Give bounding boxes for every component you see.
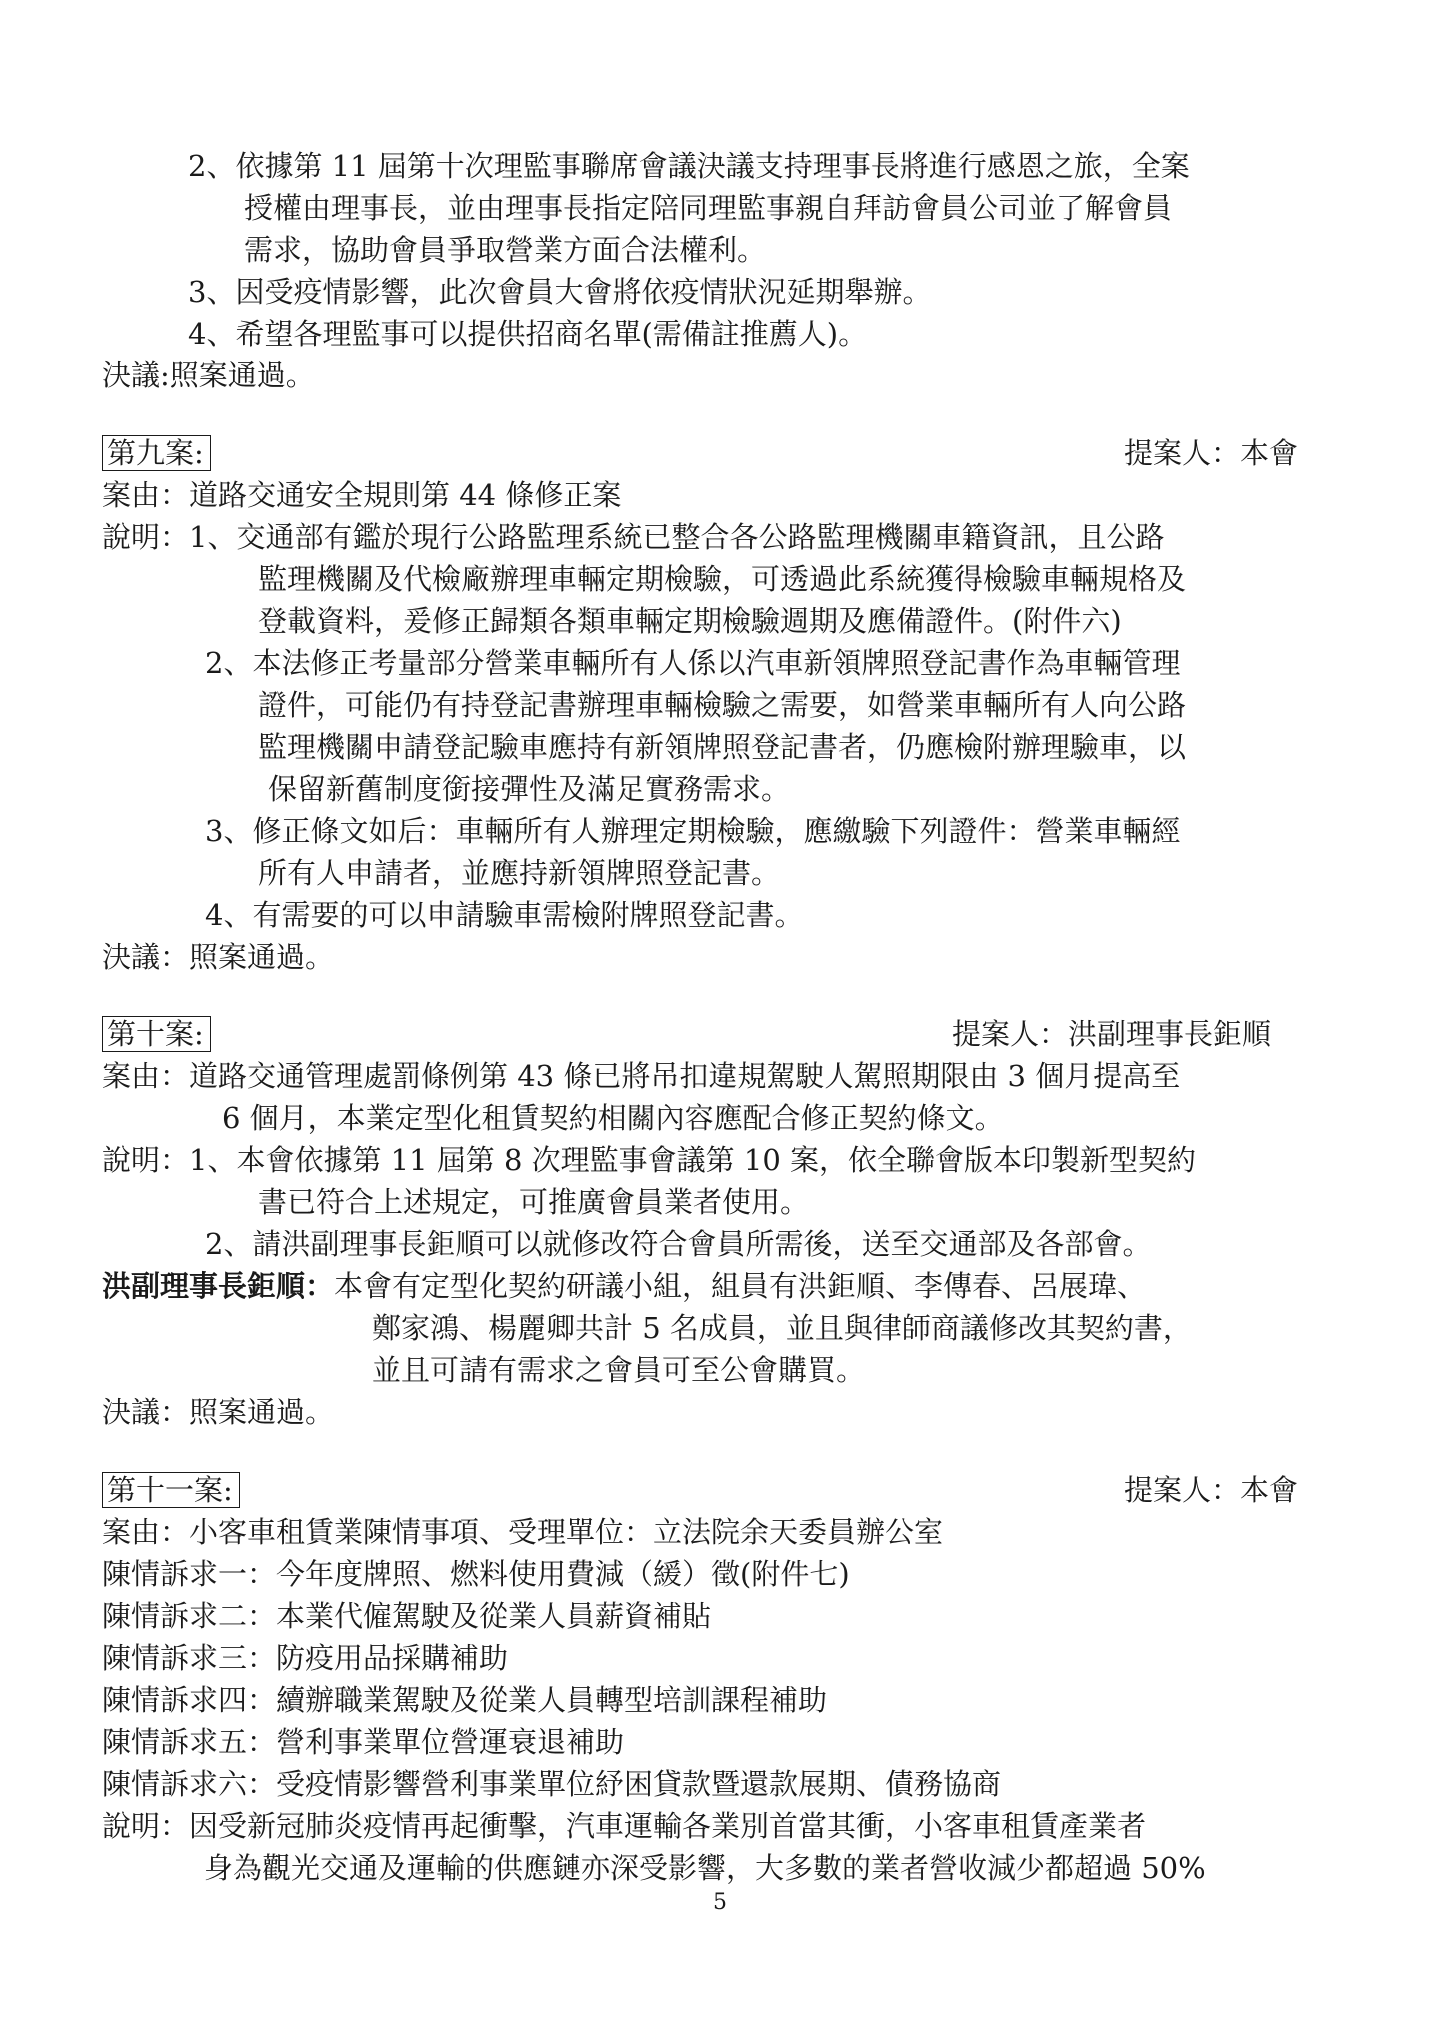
case-11-petition-1: 陳情訴求一：今年度牌照、燃料使用費減（緩）徵(附件七) (102, 1557, 850, 1591)
case-9-desc-2-line-2: 證件，可能仍有持登記書辦理車輛檢驗之需要，如營業車輛所有人向公路 (258, 688, 1187, 722)
case-10-desc-1-line-2: 書已符合上述規定，可推廣會員業者使用。 (258, 1185, 810, 1219)
speaker-name: 洪副理事長鉅順： (102, 1269, 335, 1303)
case-10-reason-line-2: 6 個月，本業定型化租賃契約相關內容應配合修正契約條文。 (222, 1101, 1004, 1135)
case-9-resolution: 決議：照案通過。 (102, 940, 335, 974)
case-10-proposer: 提案人：洪副理事長鉅順 (952, 1017, 1272, 1051)
case-10-speech-line-1 (102, 1266, 1146, 1306)
case-9-desc-1-line-3: 登載資料，爰修正歸類各類車輛定期檢驗週期及應備證件。(附件六) (258, 604, 1122, 638)
case-9-desc-1-line-2: 監理機關及代檢廠辦理車輛定期檢驗，可透過此系統獲得檢驗車輛規格及 (258, 562, 1187, 596)
case-9-desc-2-line-4: 保留新舊制度銜接彈性及滿足實務需求。 (268, 772, 791, 806)
case-11-petition-3: 陳情訴求三：防疫用品採購補助 (102, 1641, 509, 1675)
case-11-proposer: 提案人：本會 (1124, 1473, 1299, 1507)
intro-resolution: 決議:照案通過。 (102, 358, 315, 392)
case-9-desc-1-line-1: 說明：1、交通部有鑑於現行公路監理系統已整合各公路監理機關車籍資訊，且公路 (102, 520, 1165, 554)
case-9-reason: 案由：道路交通安全規則第 44 條修正案 (102, 478, 622, 512)
case-9-title-text: 第九案: (102, 435, 211, 471)
case-11-title-text: 第十一案: (102, 1472, 240, 1508)
case-10-title-text: 第十案: (102, 1016, 211, 1052)
intro-item-2-line-3: 需求，協助會員爭取營業方面合法權利。 (244, 233, 767, 267)
case-11-petition-6: 陳情訴求六：受疫情影響營利事業單位紓困貸款暨還款展期、債務協商 (102, 1767, 1002, 1801)
case-9-title (102, 433, 211, 473)
intro-item-2-line-2: 授權由理事長，並由理事長指定陪同理監事親自拜訪會員公司並了解會員 (244, 191, 1173, 225)
case-10-desc-1-line-1: 說明：1、本會依據第 11 屆第 8 次理監事會議第 10 案，依全聯會版本印製新型契約 (102, 1143, 1197, 1177)
case-9-desc-2-line-3: 監理機關申請登記驗車應持有新領牌照登記書者，仍應檢附辦理驗車，以 (258, 730, 1187, 764)
case-9-desc-2-line-1: 2、本法修正考量部分營業車輛所有人係以汽車新領牌照登記書作為車輛管理 (205, 646, 1181, 680)
case-11-desc-line-2: 身為觀光交通及運輸的供應鏈亦深受影響，大多數的業者營收減少都超過 50% (204, 1851, 1206, 1885)
case-11-desc-line-1: 說明：因受新冠肺炎疫情再起衝擊，汽車運輸各業別首當其衝，小客車租賃產業者 (102, 1809, 1147, 1843)
case-9-proposer: 提案人：本會 (1124, 436, 1299, 470)
case-10-title (102, 1014, 211, 1054)
case-11-title (102, 1470, 240, 1510)
case-10-speech-line-2: 鄭家鴻、楊麗卿共計 5 名成員，並且與律師商議修改其契約書， (372, 1311, 1192, 1345)
case-9-desc-3-line-1: 3、修正條文如后：車輛所有人辦理定期檢驗，應繳驗下列證件：營業車輛經 (205, 814, 1181, 848)
case-10-speech-line-3: 並且可請有需求之會員可至公會購買。 (372, 1353, 866, 1387)
intro-item-4: 4、希望各理監事可以提供招商名單(需備註推薦人)。 (188, 317, 868, 351)
intro-item-3: 3、因受疫情影響，此次會員大會將依疫情狀況延期舉辦。 (188, 275, 932, 309)
case-10-resolution: 決議：照案通過。 (102, 1395, 335, 1429)
case-10-reason-line-1: 案由：道路交通管理處罰條例第 43 條已將吊扣違規駕駛人駕照期限由 3 個月提高至 (102, 1059, 1181, 1093)
case-9-desc-4: 4、有需要的可以申請驗車需檢附牌照登記書。 (205, 898, 804, 932)
case-11-petition-2: 陳情訴求二：本業代僱駕駛及從業人員薪資補貼 (102, 1599, 712, 1633)
case-11-reason: 案由：小客車租賃業陳情事項、受理單位：立法院余天委員辦公室 (102, 1515, 944, 1549)
intro-item-2-line-1: 2、依據第 11 屆第十次理監事聯席會議決議支持理事長將進行感恩之旅，全案 (188, 149, 1190, 183)
case-9-desc-3-line-2: 所有人申請者，並應持新領牌照登記書。 (258, 856, 781, 890)
case-11-petition-4: 陳情訴求四：續辦職業駕駛及從業人員轉型培訓課程補助 (102, 1683, 828, 1717)
speech-text: 本會有定型化契約研議小組，組員有洪鉅順、李傳春、呂展瑋、 (334, 1269, 1147, 1303)
case-10-desc-2: 2、請洪副理事長鉅順可以就修改符合會員所需後，送至交通部及各部會。 (205, 1227, 1152, 1261)
case-11-petition-5: 陳情訴求五：營利事業單位營運衰退補助 (102, 1725, 625, 1759)
page-number: 5 (713, 1890, 727, 1915)
